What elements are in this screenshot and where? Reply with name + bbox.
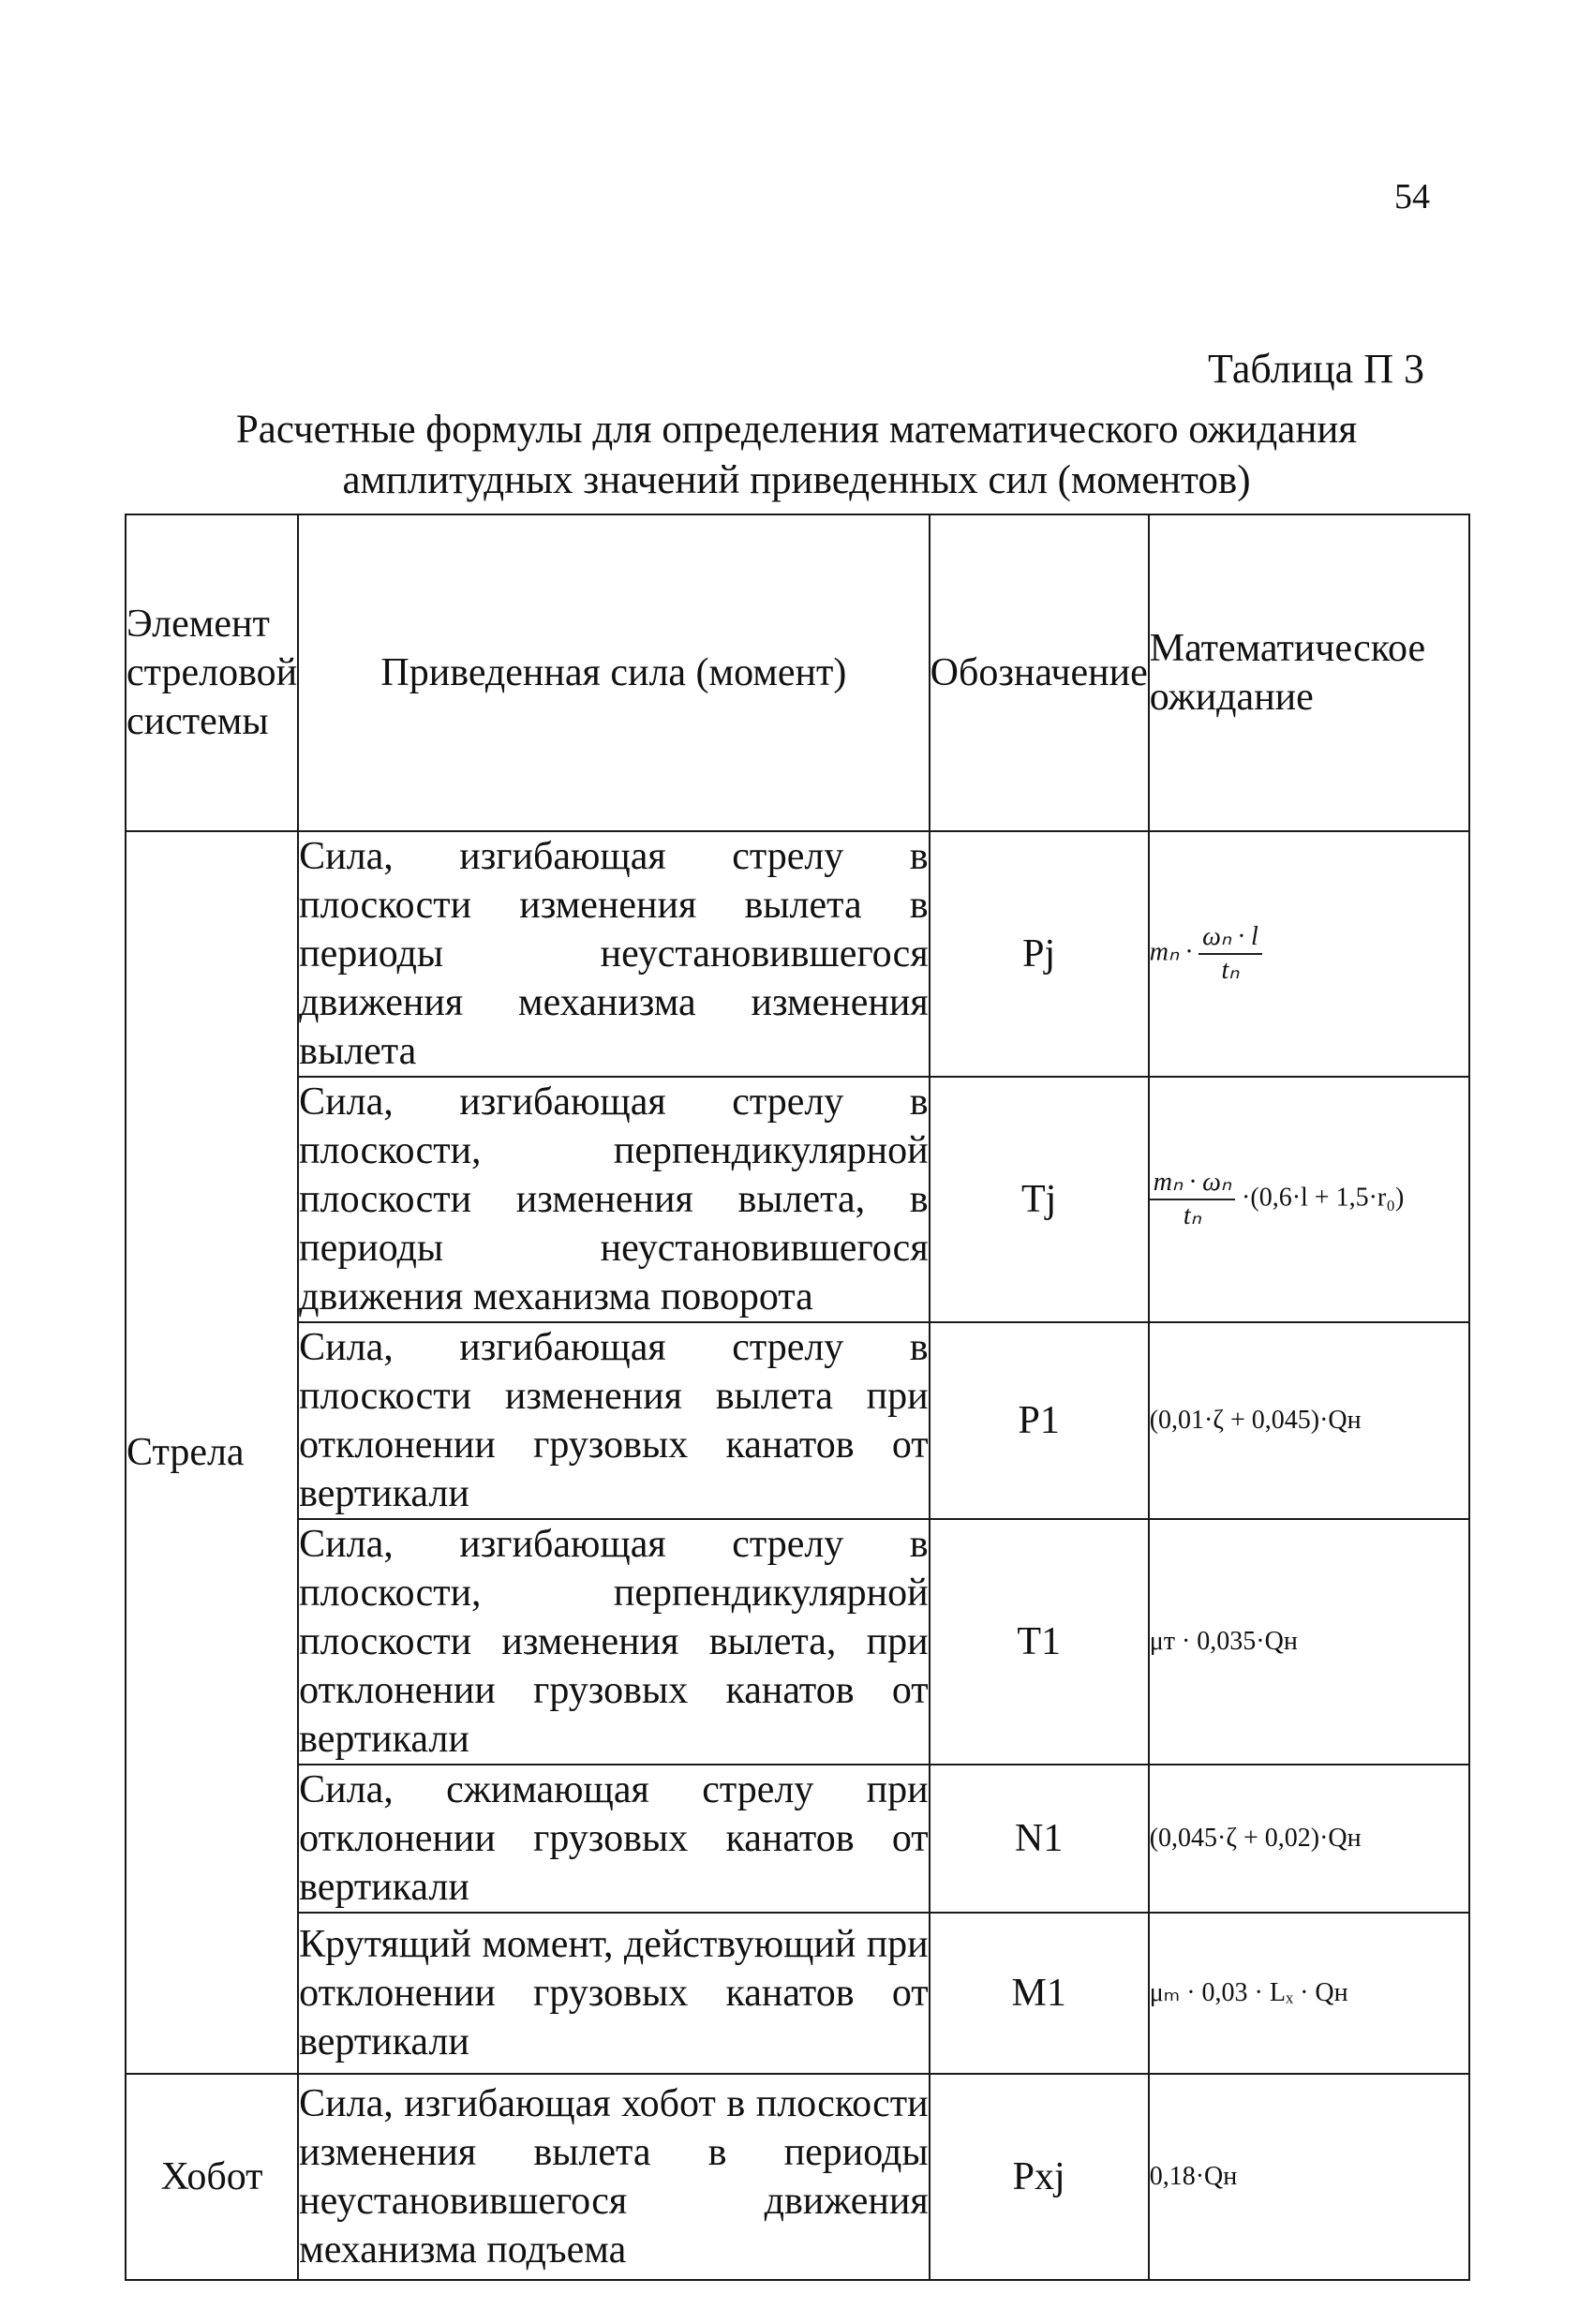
- formula-tail: ·(0,6·l + 1,5·r₀): [1242, 1183, 1405, 1213]
- row-symbol: N1: [930, 1765, 1149, 1913]
- row-symbol: Pj: [930, 831, 1149, 1077]
- row-formula: μₘ · 0,03 · Lₓ · Qн: [1149, 1913, 1469, 2074]
- table-header-row: [126, 514, 1469, 831]
- row-formula: [1149, 831, 1469, 1077]
- header-expectation: Математическое ожидание: [1149, 514, 1469, 831]
- table-row: [126, 831, 1469, 1077]
- formula-numerator: mₙ · ωₙ: [1150, 1167, 1235, 1200]
- row-formula: (0,01·ζ + 0,045)·Qн: [1149, 1322, 1469, 1519]
- row-symbol: Pxj: [930, 2074, 1149, 2280]
- row-symbol: M1: [930, 1913, 1149, 2074]
- row-formula: [1149, 1077, 1469, 1322]
- row-symbol: P1: [930, 1322, 1149, 1519]
- row-formula: μᴛ · 0,035·Qн: [1149, 1519, 1469, 1765]
- formula-lead: mₙ ·: [1149, 937, 1193, 967]
- row-description: Сила, изгибающая хобот в плоскости изменения вылета в периоды неустановившегося движения механизма подъема: [298, 2074, 930, 2280]
- formula-numerator: ωₙ · l: [1198, 921, 1262, 955]
- row-description: Сила, сжимающая стрелу при отклонении грузовых канатов от вертикали: [298, 1765, 930, 1913]
- group-element-strela: Стрела: [126, 831, 298, 2074]
- header-symbol: Обозначение: [930, 514, 1149, 831]
- formula-denominator: tₙ: [1183, 1201, 1201, 1230]
- row-formula: 0,18·Qн: [1149, 2074, 1469, 2280]
- table-row: [126, 1077, 1469, 1322]
- formula-denominator: tₙ: [1221, 956, 1240, 985]
- row-description: Сила, изгибающая стрелу в плоскости изменения вылета в периоды неустановившегося движения механизма изменения вылета: [298, 831, 930, 1077]
- row-description: Сила, изгибающая стрелу в плоскости, перпендикулярной плоскости изменения вылета, при отклонении грузовых канатов от вертикали: [298, 1519, 930, 1765]
- page-number: 54: [1394, 177, 1430, 216]
- formula-fraction: [1150, 1167, 1235, 1232]
- header-element: [126, 514, 298, 831]
- header-force: Приведенная сила (момент): [298, 514, 930, 831]
- formulas-table: [125, 514, 1470, 2281]
- row-symbol: Tj: [930, 1077, 1149, 1322]
- table-row: [126, 1519, 1469, 1765]
- row-formula: (0,045·ζ + 0,02)·Qн: [1149, 1765, 1469, 1913]
- table-row: [126, 2074, 1469, 2280]
- table-label: Таблица П 3: [1208, 346, 1424, 392]
- table-row: [126, 1322, 1469, 1519]
- group-element-khobot: Хобот: [126, 2074, 298, 2280]
- row-description: Крутящий момент, действующий при отклонении грузовых канатов от вертикали: [298, 1913, 930, 2074]
- row-description: Сила, изгибающая стрелу в плоскости, перпендикулярной плоскости изменения вылета, в периоды неустановившегося движения механизма поворота: [298, 1077, 930, 1322]
- formula-fraction: [1198, 921, 1262, 987]
- table-row: [126, 1913, 1469, 2074]
- table-row: [126, 1765, 1469, 1913]
- header-element-text: Элемент стреловой системы: [127, 603, 298, 743]
- table-caption: Расчетные формулы для определения математического ожидания амплитудных значений приведенных сил (моментов): [235, 408, 1358, 502]
- row-symbol: T1: [930, 1519, 1149, 1765]
- row-description: Сила, изгибающая стрелу в плоскости изменения вылета при отклонении грузовых канатов от вертикали: [298, 1322, 930, 1519]
